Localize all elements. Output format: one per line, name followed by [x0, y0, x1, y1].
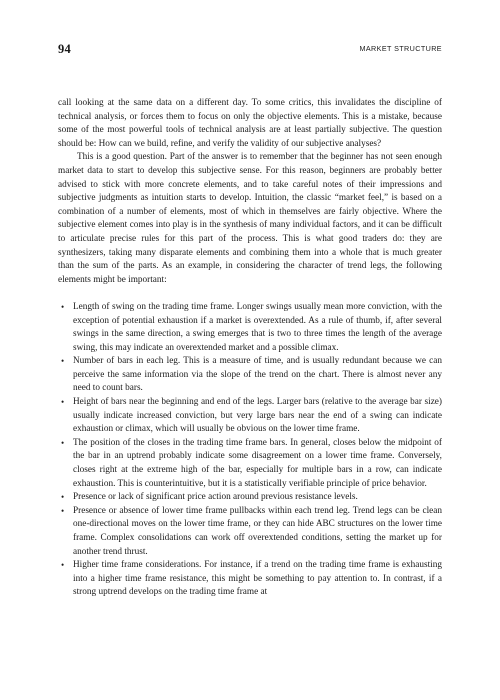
list-item [58, 505, 442, 559]
paragraph: This is a good question. Part of the answer is to remember that the beginner has not seen enough market data to start to develop this subjective sense. For this reason, beginners are probably better advised to stick with more concrete elements, and to take careful notes of their impressions and subjective judgments as intuition starts to develop. Intuition, the classic “market feel,” is based on a combination of a number of elements, most of which in themselves are fairly objective. Where the subjective element comes into play is in the synthesis of many individual factors, and it can be difficult to articulate precise rules for this part of the process. This is what good traders do: they are synthesizers, taking many disparate elements and combining them into a whole that is much greater than the sum of the parts. As an example, in considering the character of trend legs, the following elements might be important: [58, 152, 442, 285]
page-header [58, 42, 442, 58]
list-item-text: The position of the closes in the trading time frame bars. In general, closes below the midpoint of the bar in an uptrend probably indicate some disagreement on a lower time frame. Conversely, closes right at the extreme high of the bar, especially for multiple bars in a row, can indicate exhaustion. This is counterintuitive, but it is a statistically verifiable principle of price behavior. [73, 437, 442, 489]
list-item [58, 301, 442, 355]
list-item [58, 355, 442, 396]
list-item-text: Presence or absence of lower time frame pullbacks within each trend leg. Trend legs can be clean one-directional moves on the lower time frame, or they can hide ABC structures on the lower time frame. Complex consolidations can work off overextended conditions, setting the market up for another trend thrust. [73, 505, 442, 557]
running-head: MARKET STRUCTURE [359, 44, 442, 53]
list-item [58, 559, 442, 600]
bullet-icon: • [61, 437, 65, 448]
paragraph: call looking at the same data on a different day. To some critics, this invalidates the discipline of technical analysis, or forces them to focus on only the objective elements. This is a mistake, because some of the most powerful tools of technical analysis are at least partially subjective. The question should be: How can we build, refine, and verify the validity of our subjective analyses? [58, 98, 442, 149]
body-text [58, 97, 442, 600]
bullet-icon: • [61, 492, 65, 503]
page-number: 94 [58, 42, 71, 56]
list-item-text: Length of swing on the trading time frame. Longer swings usually mean more conviction, with the exception of potential exhaustion if a market is overextended. As a rule of thumb, if, after several swings in the same direction, a swing emerges that is two to three times the length of the average swing, this may indicate an overextended market and a possible climax. [73, 301, 442, 353]
list-item-text: Presence or lack of significant price action around previous resistance levels. [73, 492, 358, 503]
list-item-text: Height of bars near the beginning and end of the legs. Larger bars (relative to the average bar size) usually indicate increased conviction, but very large bars near the end of a swing can indicate exhaustion or climax, which will usually be obvious on the lower time frame. [73, 397, 442, 435]
list-item [58, 491, 442, 505]
list-item-text: Higher time frame considerations. For instance, if a trend on the trading time frame is exhausting into a higher time frame resistance, this might be something to pay attention to. In contrast, if a strong uptrend develops on the trading time frame at [73, 560, 442, 598]
list-item [58, 437, 442, 491]
list-item-text: Number of bars in each leg. This is a measure of time, and is usually redundant because we can perceive the same information via the slope of the trend on the chart. There is almost never any need to count bars. [73, 356, 442, 394]
bullet-icon: • [61, 397, 65, 408]
bullet-icon: • [61, 301, 65, 312]
list-item [58, 396, 442, 437]
bullet-icon: • [61, 560, 65, 571]
bullet-list [58, 301, 442, 600]
bullet-icon: • [61, 356, 65, 367]
bullet-icon: • [61, 505, 65, 516]
